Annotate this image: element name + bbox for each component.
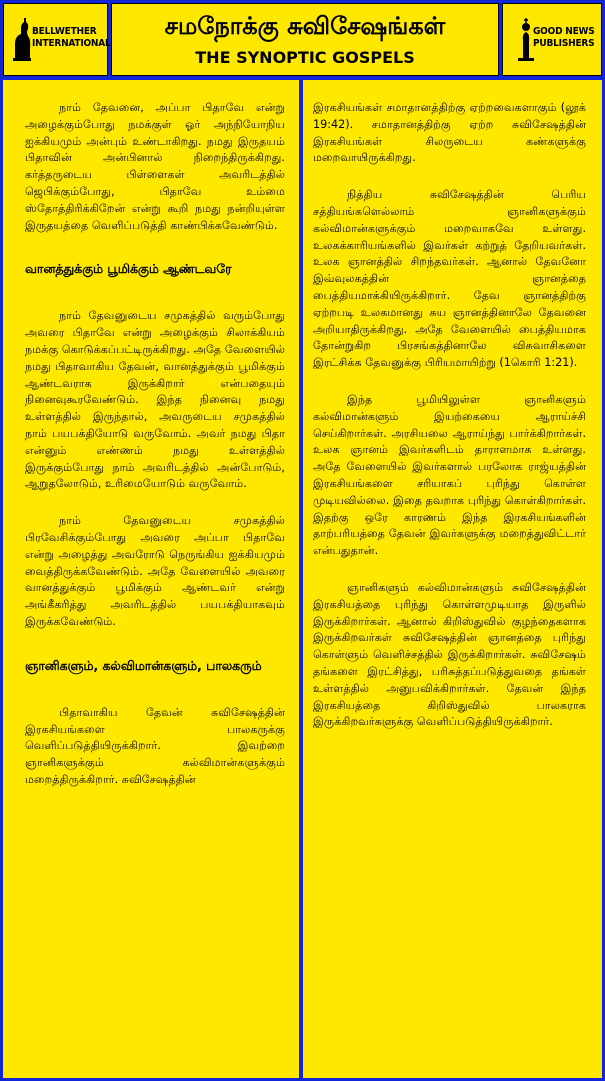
title-box — [111, 3, 499, 76]
publisher-left-line2: INTERNATIONAL — [32, 38, 111, 49]
publisher-right-box — [502, 3, 602, 76]
paragraph: பிதாவாகிய தேவன் சுவிசேஷத்தின் இரகசியங்களை பாலகருக்கு வெளிப்படுத்தியிருக்கிறார். இவற்றை ஞானிகளுக்கும் கல்விமான்களுக்கும் மறைத்திருக்கிறார். சுவிசேஷத்தின் — [25, 705, 285, 786]
good-news-text — [533, 26, 595, 50]
paragraph: இரகசியங்கள் சமாதானத்திற்கு ஏற்றவைகளாகும் (லூக் 19:42). சமாதானத்திற்கு ஏற்ற சுவிசேஷத்தின் இரகசியங்கள் சிலருடைய கண்களுக்கு மறைவாயிருக்கிறது. — [313, 101, 586, 165]
section-heading: வானத்துக்கும் பூமிக்கும் ஆண்டவரே — [25, 261, 232, 277]
section-heading: ஞானிகளும், கல்விமான்களும், பாலகரும் — [25, 657, 262, 673]
publisher-left-box — [3, 3, 111, 76]
title-tamil: சமநோக்கு சுவிசேஷங்கள் — [164, 12, 446, 40]
publisher-right-line2: PUBLISHERS — [533, 38, 595, 49]
page-header — [3, 3, 602, 76]
bellwether-text — [32, 26, 111, 50]
column-left — [3, 80, 299, 1078]
paragraph: நாம் தேவனுடைய சமுகத்தில் வரும்போது அவரை பிதாவே என்று அழைக்கும் சிலாக்கியம் நமக்கு கொடுக்கப்பட்டிருக்கிறது. அதே வேளையில் நமது பிதாவாகிய தேவன், வானத்துக்கும் பூமிக்கும் ஆண்டவராக இருக்கிறார் என்பதையும் நினைவுகூரவேண்டும். இந்த நினைவு நமது உள்ளத்தில் இருந்தால், அவருடைய சமுகத்தில் நாம் பயபக்தியோடு வருவோம். அவர் நமது பிதா என்னும் எண்ணம் நமது உள்ளத்தில் இருக்கும்போது நாம் அவரிடத்தில் அன்போடும், ஆறுதலோடும், உரிமையோடும் வருவோம். — [25, 309, 285, 491]
paragraph: நாம் தேவனுடைய சமுகத்தில் பிரவேசிக்கும்போது அவரை அப்பா பிதாவே என்று அழைத்து அவரோடு நெருங்கிய ஐக்கியமும் வைத்திருக்கவேண்டும். அதே வேளையில் அவரை வானத்துக்கும் பூமிக்கும் ஆண்டவர் என்று அங்கீகரித்து அவரிடத்தில் பயபக்தியாகவும் இருக்கவேண்டும். — [25, 514, 285, 628]
bellwether-logo-icon — [12, 14, 32, 62]
paragraph: நித்திய சுவிசேஷத்தின் பெரிய சத்தியங்களெல்லாம் ஞானிகளுக்கும் கல்விமான்களுக்கும் மறைவாகவே உள்ளது. உலகக்காரியங்களில் இவர்கள் கற்றுத் தேறியவர்கள். உலக ஞானத்தில் சிறந்தவர்கள். ஆனால் தேவனோ இவ்வுலகத்தின் ஞானத்தை பைத்தியமாக்கியிருக்கிறார். தேவ ஞானத்திற்கு ஏற்றபடி உலகமானது சுய ஞானத்தினாலே தேவனை அறியாதிருக்கிறது. அதே வேளையில் பைத்தியமாக தோன்றுகிற பிரசங்கத்தினாலே விசுவாசிகளை இரட்சிக்க தேவனுக்கு பிரியமாயிற்று (1கொரி 1:21). — [313, 188, 586, 370]
title-english: THE SYNOPTIC GOSPELS — [195, 48, 415, 67]
publisher-right-line1: GOOD NEWS — [533, 26, 595, 37]
column-right — [303, 80, 602, 1078]
publisher-left-line1: BELLWETHER — [32, 26, 97, 37]
paragraph: இந்த பூமியிலுள்ள ஞானிகளும் கல்விமான்களும் இயற்கையை ஆராய்ச்சி செய்கிறார்கள். அரசியலை ஆராய்ந்து பார்க்கிறார்கள். உலக ஞானம் இவர்களிடம் தாராளமாக உள்ளது. அதே வேளையில் இவர்களால் பரலோக ராஜ்யத்தின் இரகசியங்களை சரியாகப் புரிந்து கொள்ள முடியவில்லை. இதை தவறாக புரிந்து கொள்கிறார்கள். இதற்கு ஒரே காரணம் இந்த இரகசியங்களின் தாற்பரியத்தை தேவன் இவர்களுக்கு மறைத்துவிட்டார் என்பதுதான். — [313, 392, 586, 558]
paragraph: நாம் தேவனை, அப்பா பிதாவே என்று அழைக்கும்போது நமக்குள் ஓர் அந்நியோநிய ஐக்கியமும் அன்பும் உண்டாகிறது. நமது இருதயம் பிதாவின் அன்பினால் நிறைந்திருக்கிறது. கர்த்தருடைய பிள்ளைகள் அவரிடத்தில் ஜெபிக்கும்போது, பிதாவே உம்மை ஸ்தோத்திரிக்கிறேன் என்று கூறி நமது நன்றியுள்ள இருதயத்தை வெளிப்படுத்தி காண்பிக்கவேண்டும். — [25, 101, 285, 232]
paragraph: ஞானிகளும் கல்விமான்களும் சுவிசேஷத்தின் இரகசியத்தை புரிந்து கொள்ளமுடியாத இருளில் இருக்கிறார்கள். ஆனால் கிறிஸ்துவில் குழந்தைகளாக இருக்கிறவர்கள் சுவிசேஷத்தின் ஞானத்தை புரிந்து கொள்ளும் வெளிச்சத்தில் இருக்கிறார்கள். சுவிசேஷம் தங்களை இரட்சித்து, பரிசுத்தப்படுத்துவதை தங்கள் உள்ளத்தில் அனுபவிக்கிறார்கள். தேவன் இந்த இரகசியத்தை கிறிஸ்துவில் பாலகராக இருக்கிறவர்களுக்கு வெளிப்படுத்தியிருக்கிறார். — [313, 580, 586, 729]
